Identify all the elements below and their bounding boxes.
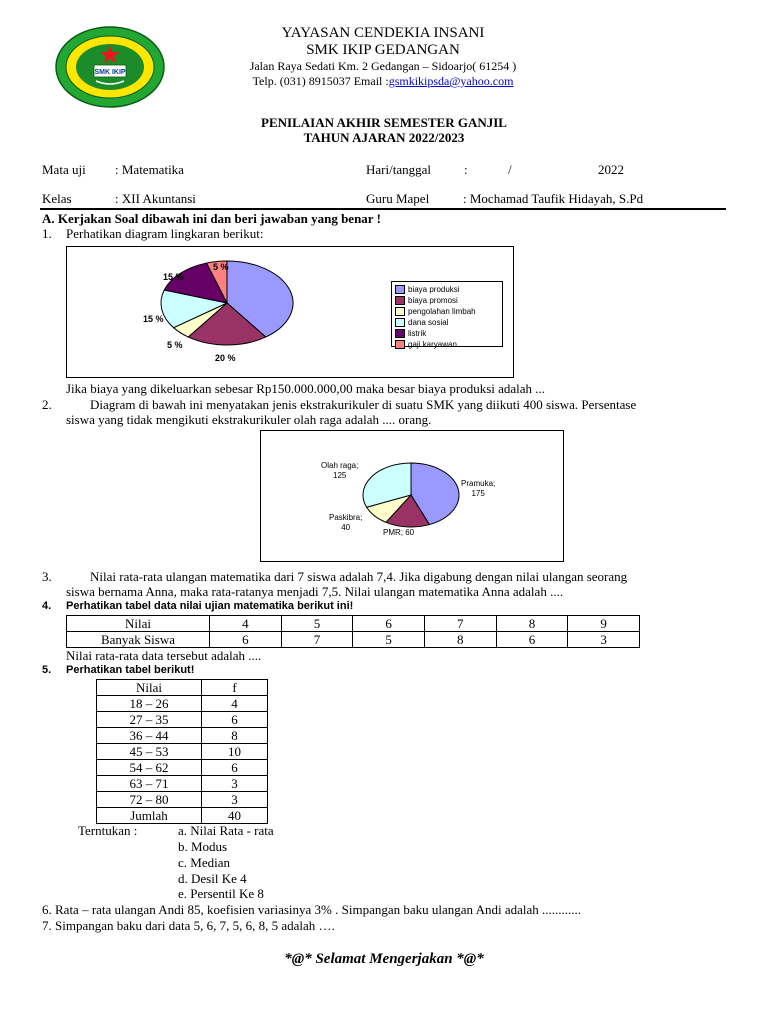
pie-chart-2-frame [260,430,564,562]
table-cell: Jumlah [97,808,202,824]
table-cell: 6 [202,712,268,728]
legend-label: biaya produksi [408,285,460,294]
table-row [67,632,640,648]
table-cell: 6 [210,632,282,648]
table-cell: 3 [202,792,268,808]
q7-text: 7. Simpangan baku dari data 5, 6, 7, 5, 6, 8, 5 adalah …. [42,918,335,933]
table-cell: 10 [202,744,268,760]
table-row [97,728,268,744]
legend-item [395,317,502,328]
legend-item [395,328,502,339]
legend-item [395,284,502,295]
teacher-value: : Mochamad Taufik Hidayah, S.Pd [463,191,644,206]
q4-question: Nilai rata-rata data tersebut adalah .... [66,648,262,663]
table-cell: 3 [202,776,268,792]
pie2-label-olahraga: Olah raga; [321,461,359,470]
date-label: Hari/tanggal [366,162,431,177]
table-cell: 18 – 26 [97,696,202,712]
table-cell: 4 [202,696,268,712]
table-cell: 5 [353,632,425,648]
table-row [97,696,268,712]
foundation-name: YAYASAN CENDEKIA INSANI [281,25,485,41]
legend-item [395,295,502,306]
legend-label: gaji karyawan [408,340,457,349]
q5-option-c: c. Median [178,855,230,870]
table-cell: 54 – 62 [97,760,202,776]
q5-option-d: d. Desil Ke 4 [178,871,247,886]
section-a-instruction: A. Kerjakan Soal dibawah ini dan beri jawaban yang benar ! [42,211,381,226]
table-row [97,680,268,696]
pie1-label-biaya-promosi: 20 % [215,353,236,363]
table-cell: 9 [568,616,640,632]
table-cell: 45 – 53 [97,744,202,760]
pie2-label-pramuka: Pramuka; [461,479,496,488]
pie-chart-1-legend [391,281,503,347]
table-cell: 3 [568,632,640,648]
q5-option-b: b. Modus [178,839,228,854]
table-cell: Banyak Siswa [67,632,210,648]
pie-chart-1-frame [66,246,514,378]
legend-swatch [395,307,405,316]
table-cell: 6 [496,632,568,648]
table-header: f [202,680,268,696]
pie2-label-pramuka-value: 175 [471,489,485,498]
legend-swatch [395,285,405,294]
closing-greeting: *@* Selamat Mengerjakan *@* [284,951,484,967]
table-row [97,712,268,728]
q5-number: 5. [42,664,52,676]
q1-question: Jika biaya yang dikeluarkan sebesar Rp150.000.000,00 maka besar biaya produksi adalah ... [66,381,546,396]
teacher-label: Guru Mapel [366,191,430,206]
q4-table [66,615,640,648]
table-cell: Nilai [67,616,210,632]
q3-line2: siswa bernama Anna, maka rata-ratanya menjadi 7,5. Nilai ulangan matematika Anna adalah .... [66,584,564,599]
table-row [67,616,640,632]
table-cell: 5 [281,616,353,632]
pie1-label-gaji-karyawan: 5 % [213,262,229,272]
table-cell: 36 – 44 [97,728,202,744]
table-cell: 40 [202,808,268,824]
q3-line1: Nilai rata-rata ulangan matematika dari 7 siswa adalah 7,4. Jika digabung dengan nilai ulangan seorang [90,569,628,584]
q2-number: 2. [42,397,52,412]
table-row [97,760,268,776]
legend-swatch [395,329,405,338]
q4-text: Perhatikan tabel data nilai ujian matematika berikut ini! [66,600,354,612]
q1-text: Perhatikan diagram lingkaran berikut: [66,226,264,241]
q5-table [96,679,268,824]
school-address: Jalan Raya Sedati Km. 2 Gedangan – Sidoarjo( 61254 ) [249,59,517,73]
school-name: SMK IKIP GEDANGAN [306,42,460,58]
table-row [97,776,268,792]
table-cell: 6 [202,760,268,776]
school-email-link[interactable]: gsmkikipsda@yahoo.com [388,74,514,88]
legend-swatch [395,340,405,349]
legend-swatch [395,318,405,327]
exam-title: PENILAIAN AKHIR SEMESTER GANJIL [261,115,507,130]
q4-number: 4. [42,600,52,612]
q5-tentukan-label: Terntukan : [78,823,138,838]
table-cell: 8 [424,632,496,648]
pie2-label-paskibra-value: 40 [341,523,351,532]
pie1-label-dana-sosial: 15 % [143,314,164,324]
pie1-label-listrik: 15 % [163,272,184,282]
pie2-label-paskibra: Paskibra; [329,513,363,522]
q5-text: Perhatikan tabel berikut! [66,664,195,676]
legend-item [395,306,502,317]
subject-value: : Matematika [115,162,184,177]
pie2-label-pmr: PMR; 60 [383,528,415,537]
q1-number: 1. [42,226,52,241]
date-year: 2022 [598,162,624,177]
q3-number: 3. [42,569,52,584]
exam-year: TAHUN AJARAN 2022/2023 [303,130,465,145]
table-row [97,744,268,760]
date-slash: / [508,162,512,177]
table-cell: 8 [202,728,268,744]
table-cell: 6 [353,616,425,632]
q5-option-e: e. Persentil Ke 8 [178,886,264,901]
table-cell: 72 – 80 [97,792,202,808]
legend-label: dana sosial [408,318,449,327]
table-cell: 8 [496,616,568,632]
pie1-label-pengolahan-limbah: 5 % [167,340,183,350]
q2-line1: Diagram di bawah ini menyatakan jenis ekstrakurikuler di suatu SMK yang diikuti 400 siswa. Persentase [90,397,637,412]
legend-swatch [395,296,405,305]
table-cell: 7 [424,616,496,632]
legend-label: biaya promosi [408,296,458,305]
subject-label: Mata uji [42,162,86,177]
pie-chart-2 [261,431,563,561]
legend-label: listrik [408,329,427,338]
logo-text: SMK IKIP [94,69,126,76]
school-phone: Telp. (031) 8915037 Email : [252,74,389,88]
q6-text: 6. Rata – rata ulangan Andi 85, koefisien variasinya 3% . Simpangan baku ulangan Andi adalah ............ [42,902,582,917]
table-cell: 27 – 35 [97,712,202,728]
table-header: Nilai [97,680,202,696]
table-row [97,808,268,824]
pie2-label-olahraga-value: 125 [333,471,347,480]
legend-item [395,339,502,350]
date-colon: : [464,162,468,177]
table-cell: 7 [281,632,353,648]
table-cell: 4 [210,616,282,632]
table-row [97,792,268,808]
class-label: Kelas [42,191,72,206]
legend-label: pengolahan limbah [408,307,476,316]
class-value: : XII Akuntansi [115,191,196,206]
q2-line2: siswa yang tidak mengikuti ekstrakurikuler olah raga adalah .... orang. [66,412,432,427]
header-divider [40,208,726,210]
school-logo [54,25,166,109]
table-cell: 63 – 71 [97,776,202,792]
q5-option-a: a. Nilai Rata - rata [178,823,274,838]
